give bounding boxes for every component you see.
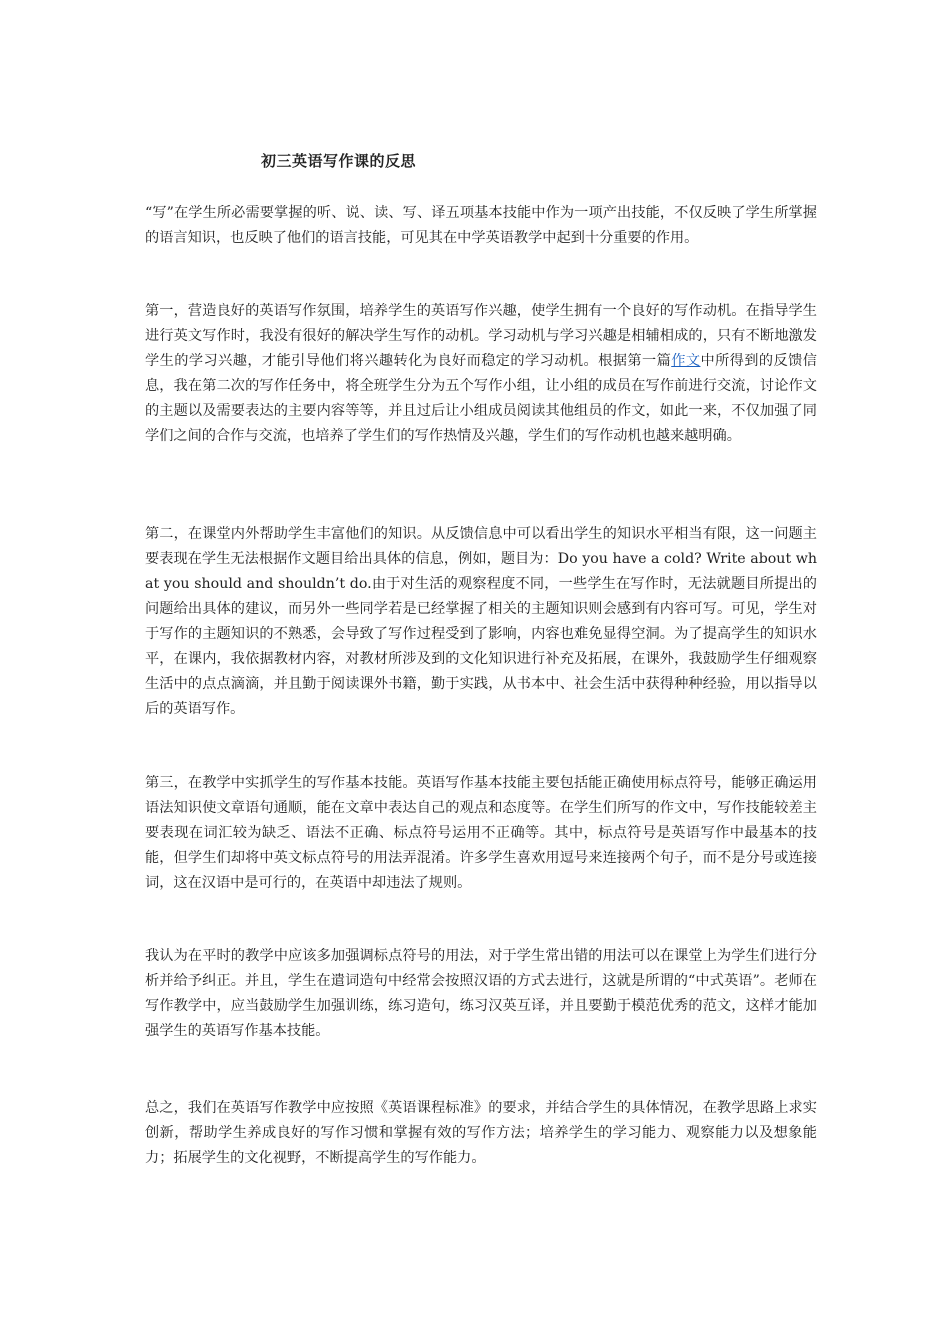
paragraph-first-point-text-after: 中所得到的反馈信息，我在第二次的写作任务中，将全班学生分为五个写作小组，让小组的成员在写作前进行交流，讨论作文的主题以及需要表达的主要内容等等，并且过后让小组成员阅读其他组员的作文，如此一来，不仅加强了同学们之间的合作与交流，也培养了学生们的写作热情及兴趣，学生们的写作动机也越来越明确。 [145,353,817,444]
paragraph-punctuation: 我认为在平时的教学中应该多加强调标点符号的用法，对于学生常出错的用法可以在课堂上为学生们进行分析并给予纠正。并且，学生在遣词造句中经常会按照汉语的方式去进行，这就是所谓的“中式英语”。老师在写作教学中，应当鼓励学生加强训练，练习造句，练习汉英互译，并且要勤于模范优秀的范文，这样才能加强学生的英语写作基本技能。 [145,948,817,1039]
paragraph-third-point: 第三，在教学中实抓学生的写作基本技能。英语写作基本技能主要包括能正确使用标点符号，能够正确运用语法知识使文章语句通顺，能在文章中表达自己的观点和态度等。在学生们所写的作文中，写作技能较差主要表现在词汇较为缺乏、语法不正确、标点符号运用不正确等。其中，标点符号是英语写作中最基本的技能，但学生们却将中英文标点符号的用法弄混淆。许多学生喜欢用逗号来连接两个句子，而不是分号或连接词，这在汉语中是可行的，在英语中却违法了规则。 [145,775,817,891]
paragraph-second-point: 第二，在课堂内外帮助学生丰富他们的知识。从反馈信息中可以看出学生的知识水平相当有限，这一问题主要表现在学生无法根据作文题目给出具体的信息，例如，题目为：Do you have a cold? Write about what you should and shouldn’t do.由于对生活的观察程度不同，一些学生在写作时，无法就题目所提出的问题给出具体的建议，而另外一些同学若是已经掌握了相关的主题知识则会感到有内容可写。可见，学生对于写作的主题知识的不熟悉，会导致了写作过程受到了影响，内容也难免显得空洞。为了提高学生的知识水平，在课内，我依据教材内容，对教材所涉及到的文化知识进行补充及拓展，在课外，我鼓励学生仔细观察生活中的点点滴滴，并且勤于阅读课外书籍，勤于实践，从书本中、社会生活中获得种种经验，用以指导以后的英语写作。 [145,526,817,717]
essay-link[interactable]: 作文 [671,353,701,369]
paragraph-conclusion: 总之，我们在英语写作教学中应按照《英语课程标准》的要求，并结合学生的具体情况，在教学思路上求实创新，帮助学生养成良好的写作习惯和掌握有效的写作方法；培养学生的学习能力、观察能力以及想象能力；拓展学生的文化视野，不断提高学生的写作能力。 [145,1100,817,1166]
document-title: 初三英语写作课的反思 [261,152,417,170]
paragraph-first-point [145,299,817,449]
paragraph-first-point-text-before: 第一，营造良好的英语写作氛围，培养学生的英语写作兴趣，使学生拥有一个良好的写作动机。在指导学生进行英文写作时，我没有很好的解决学生写作的动机。学习动机与学习兴趣是相辅相成的，只有不断地激发学生的学习兴趣，才能引导他们将兴趣转化为良好而稳定的学习动机。根据第一篇 [145,303,817,369]
paragraph-intro: “写”在学生所必需要掌握的听、说、读、写、译五项基本技能中作为一项产出技能，不仅反映了学生所掌握的语言知识，也反映了他们的语言技能，可见其在中学英语教学中起到十分重要的作用。 [145,205,817,246]
